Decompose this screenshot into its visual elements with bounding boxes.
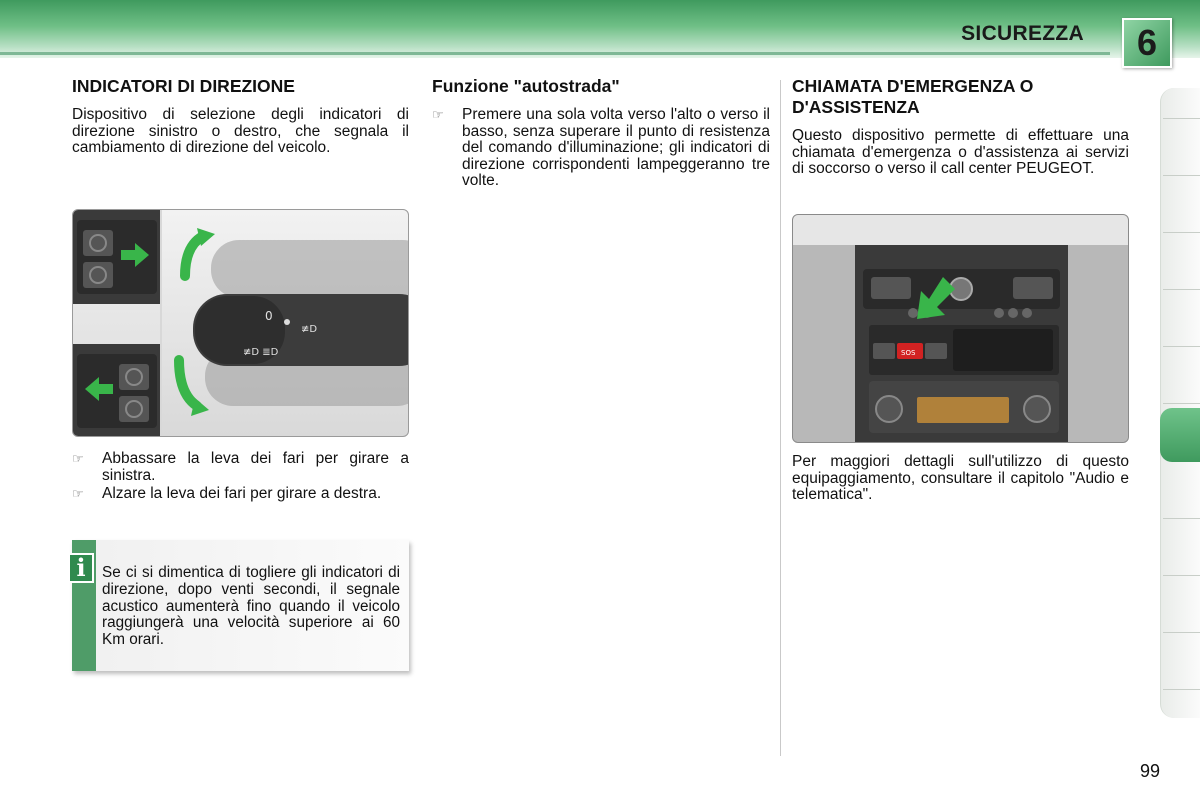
info-icon: i [68, 553, 94, 583]
thumb-index-mark [1163, 232, 1200, 233]
column-autostrada [432, 76, 770, 190]
section-title: SICUREZZA [961, 22, 1084, 45]
bullets-indicatori [72, 451, 409, 503]
outro-chiamata: Per maggiori dettagli sull'utilizzo di questo equipaggiamento, consultare il capitolo "Audio e telematica". [792, 453, 1129, 504]
heading-indicatori: INDICATORI DI DIREZIONE [72, 76, 295, 96]
intro-indicatori: Dispositivo di selezione degli indicatori di direzione sinistro o destro, che segnala il cambiamento di direzione del veicolo. [72, 106, 409, 157]
pointing-hand-icon: ☞ [72, 451, 84, 466]
lever-illustration [72, 209, 409, 437]
down-arrow-icon [179, 360, 197, 406]
list-item [72, 451, 409, 484]
header-rule [0, 52, 1110, 55]
column-divider [780, 80, 781, 756]
thumb-index-mark [1163, 289, 1200, 290]
thumb-index-mark [1163, 175, 1200, 176]
thumb-index-mark [1163, 518, 1200, 519]
thumb-index-mark [1163, 403, 1200, 404]
heading-autostrada: Funzione "autostrada" [432, 76, 620, 96]
dashboard-illustration [792, 214, 1129, 443]
heading-chiamata: CHIAMATA D'EMERGENZA O D'ASSISTENZA [792, 76, 1034, 117]
outro-chiamata-wrap [792, 454, 1129, 504]
pointing-hand-icon: ☞ [72, 486, 84, 502]
svg-text:0: 0 [265, 309, 273, 323]
bullet-text: Abbassare la leva dei fari per girare a sinistra. [102, 450, 409, 484]
dashboard-illustration-svg [793, 215, 1129, 443]
list-item [432, 107, 770, 190]
thumb-index-mark [1163, 118, 1200, 119]
list-item [72, 486, 409, 503]
thumb-index-mark [1163, 575, 1200, 576]
column-indicatori [72, 76, 409, 157]
lever-illustration-svg [73, 210, 409, 437]
pointing-hand-icon: ☞ [432, 107, 444, 122]
thumb-index-active-chapter [1160, 408, 1200, 462]
bullet-text: Alzare la leva dei fari per girare a destra. [102, 485, 382, 503]
sos-button-label: SOS [901, 349, 916, 357]
thumb-index-mark [1163, 689, 1200, 690]
column-chiamata [792, 76, 1129, 178]
chapter-number: 6 [1136, 22, 1158, 63]
intro-chiamata: Questo dispositivo permette di effettuare una chiamata d'emergenza o d'assistenza ai servizi di soccorso o verso il call center PEUGEOT. [792, 127, 1129, 178]
info-box-text: Se ci si dimentica di togliere gli indicatori di direzione, dopo venti secondi, il segnale acustico aumenterà fino quando il veicolo raggiungerà una velocità superiore ai 60 Km orari. [102, 564, 400, 649]
thumb-index-mark [1163, 346, 1200, 347]
page-number: 99 [1139, 761, 1160, 781]
svg-text:≢D: ≢D [301, 324, 318, 335]
svg-text:≢D ≣D: ≢D ≣D [243, 347, 279, 358]
thumb-index-mark [1163, 632, 1200, 633]
bullet-text: Premere una sola volta verso l'alto o verso il basso, senza superare il punto di resistenza del comando d'illuminazione; gli indicatori di direzione corrispondenti lampeggeranno tre volte. [462, 106, 770, 190]
